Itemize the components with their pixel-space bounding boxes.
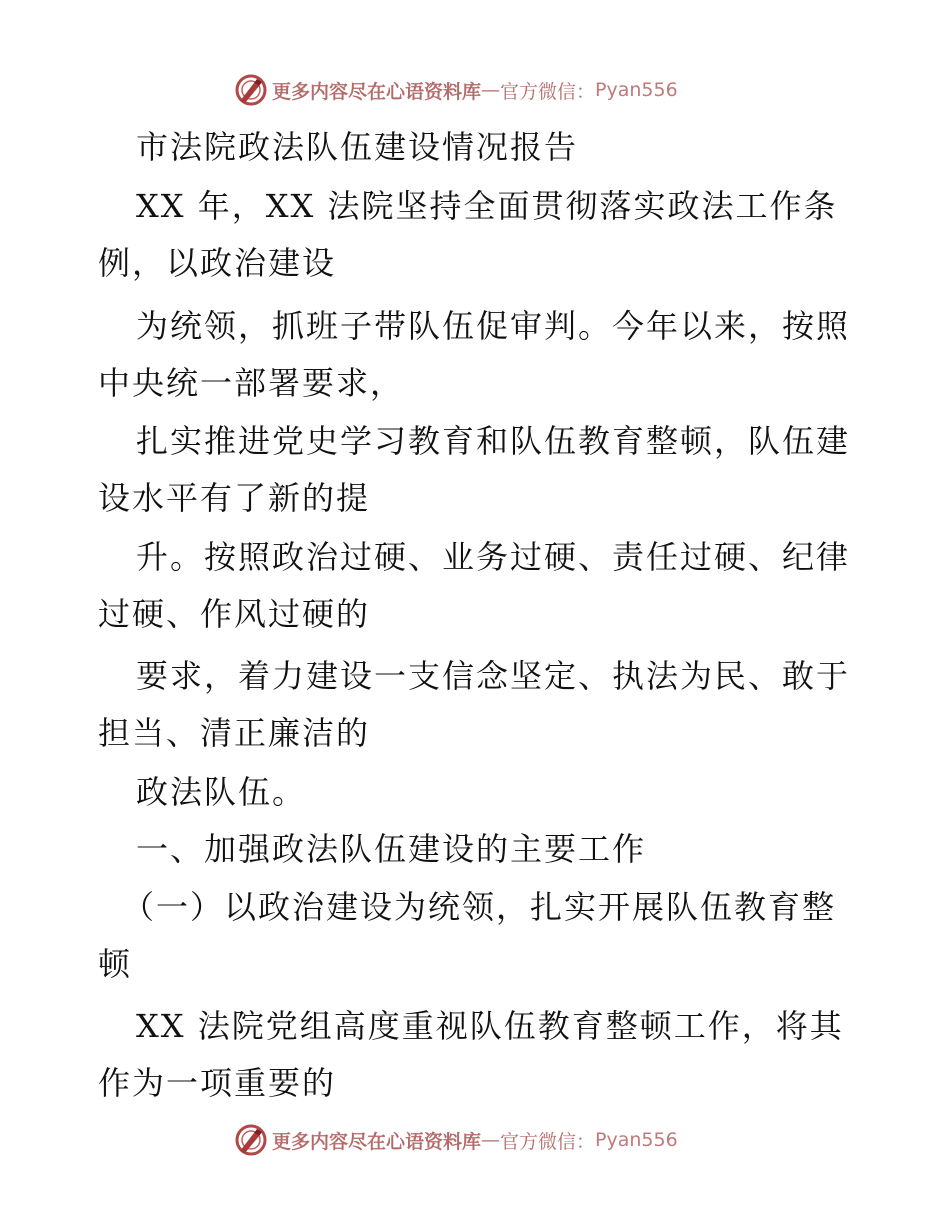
paragraph-line: 设水平有了新的提 [98,479,371,517]
watermark-official-text: 官方微信： [500,1130,596,1153]
paragraph-line: XX 年，XX 法院坚持全面贯彻落实政法工作条 [136,187,838,225]
paragraph-line: 为统领，抓班子带队伍促审判。今年以来，按照 [136,307,851,345]
paragraph-line: 作为一项重要的 [98,1064,337,1102]
watermark-official-text: 官方微信： [500,80,596,103]
paragraph-line: 例，以政治建设 [98,244,337,282]
subsection-heading-continued: 顿 [98,945,133,983]
header-watermark [234,70,678,110]
watermark-separator: — [481,79,501,101]
pen-circle-logo-icon [234,1123,268,1157]
paragraph-line: 过硬、作风过硬的 [98,595,371,633]
watermark-brand-text: 更多内容尽在心语资料库 [272,80,482,103]
watermark-wechat-id: Pyan556 [595,1129,678,1151]
paragraph-line: XX 法院党组高度重视队伍教育整顿工作，将其 [136,1007,844,1045]
paragraph-line: 政法队伍。 [136,773,307,811]
watermark-separator: — [481,1129,501,1151]
subsection-heading: （一）以政治建设为统领，扎实开展队伍教育整 [122,888,837,926]
document-title: 市法院政法队伍建设情况报告 [136,128,579,166]
watermark-wechat-id: Pyan556 [595,79,678,101]
paragraph-line: 担当、清正廉洁的 [98,714,371,752]
section-heading: 一、加强政法队伍建设的主要工作 [136,830,647,868]
paragraph-line: 扎实推进党史学习教育和队伍教育整顿，队伍建 [136,422,851,460]
footer-watermark [234,1120,678,1160]
paragraph-line: 升。按照政治过硬、业务过硬、责任过硬、纪律 [136,538,851,576]
paragraph-line: 要求，着力建设一支信念坚定、执法为民、敢于 [136,657,851,695]
paragraph-line: 中央统一部署要求， [98,364,405,402]
pen-circle-logo-icon [234,73,268,107]
watermark-brand-text: 更多内容尽在心语资料库 [272,1130,482,1153]
